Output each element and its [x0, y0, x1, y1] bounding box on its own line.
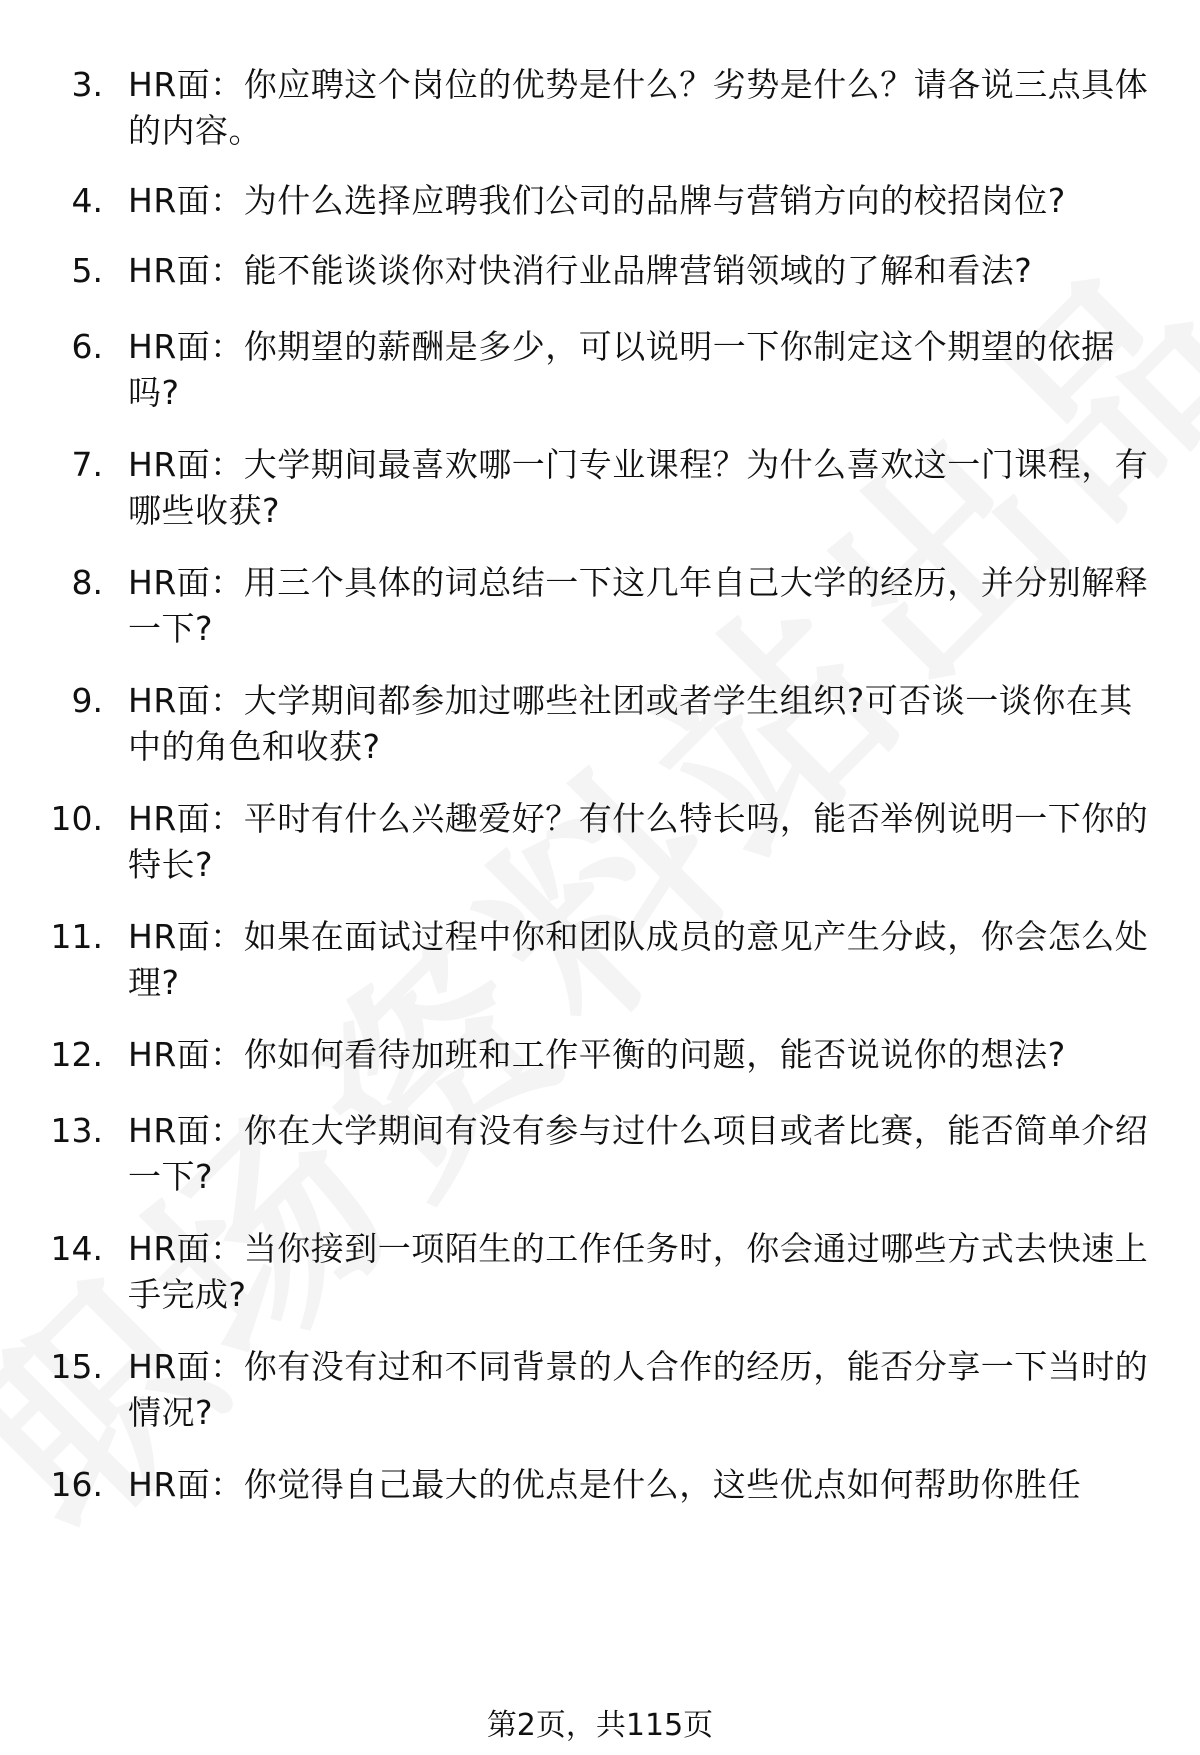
- list-item-text: HR面：当你接到一项陌生的工作任务时，你会通过哪些方式去快速上手完成?: [128, 1229, 1149, 1314]
- list-item-text: HR面：你期望的薪酬是多少，可以说明一下你制定这个期望的依据吗?: [128, 327, 1115, 412]
- list-item-text: HR面：你在大学期间有没有参与过什么项目或者比赛，能否简单介绍一下?: [128, 1111, 1149, 1196]
- page-number-footer: 第2页，共115页: [486, 1708, 714, 1743]
- list-item-number: 6.: [71, 327, 103, 366]
- list-item-number: 15.: [50, 1347, 103, 1386]
- list-item-number: 9.: [71, 681, 103, 720]
- list-item-text: HR面：你如何看待加班和工作平衡的问题，能否说说你的想法?: [128, 1035, 1066, 1074]
- list-item-number: 11.: [50, 917, 103, 956]
- list-item-text: HR面：你应聘这个岗位的优势是什么？劣势是什么？请各说三点具体的内容。: [128, 65, 1149, 150]
- list-item-number: 16.: [50, 1465, 103, 1504]
- list-item-number: 14.: [50, 1229, 103, 1268]
- list-item-number: 7.: [71, 445, 103, 484]
- list-item-text: HR面：大学期间最喜欢哪一门专业课程？为什么喜欢这一门课程，有哪些收获?: [128, 445, 1149, 530]
- list-item-text: HR面：平时有什么兴趣爱好？有什么特长吗，能否举例说明一下你的特长?: [128, 799, 1149, 884]
- list-item-text: HR面：你觉得自己最大的优点是什么，这些优点如何帮助你胜任: [128, 1465, 1082, 1504]
- list-item-number: 10.: [50, 799, 103, 838]
- list-item-number: 12.: [50, 1035, 103, 1074]
- list-item-text: HR面：如果在面试过程中你和团队成员的意见产生分歧，你会怎么处理?: [128, 917, 1149, 1002]
- list-item-number: 13.: [50, 1111, 103, 1150]
- list-item-text: HR面：大学期间都参加过哪些社团或者学生组织?可否谈一谈你在其中的角色和收获?: [128, 681, 1133, 766]
- list-item-text: HR面：用三个具体的词总结一下这几年自己大学的经历，并分别解释一下?: [128, 563, 1149, 648]
- list-item-number: 3.: [71, 65, 103, 104]
- list-item-text: HR面：为什么选择应聘我们公司的品牌与营销方向的校招岗位?: [128, 181, 1066, 220]
- list-item-number: 5.: [71, 251, 103, 290]
- list-item-number: 4.: [71, 181, 103, 220]
- list-item-number: 8.: [71, 563, 103, 602]
- list-item-text: HR面：能不能谈谈你对快消行业品牌营销领域的了解和看法?: [128, 251, 1033, 290]
- list-item-text: HR面：你有没有过和不同背景的人合作的经历，能否分享一下当时的情况?: [128, 1347, 1149, 1432]
